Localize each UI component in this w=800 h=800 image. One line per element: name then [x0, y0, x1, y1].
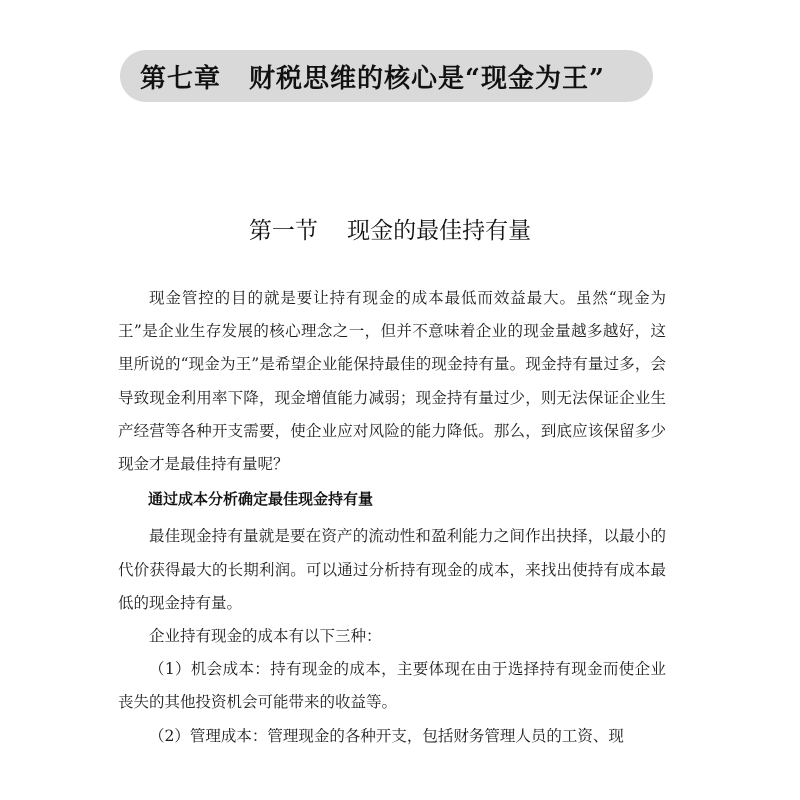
chapter-number: 第七章 — [140, 63, 222, 94]
sub-heading: 通过成本分析确定最佳现金持有量 — [148, 490, 374, 509]
paragraph-definition: 最佳现金持有量就是要在资产的流动性和盈利能力之间作出抉择，以最小的代价获得最大的长期利润。可以通过分析持有现金的成本，来找出使持有成本最低的现金持有量。 — [118, 527, 666, 612]
section-number: 第一节 — [248, 218, 318, 244]
paragraph-intro: 现金管控的目的就是要让持有现金的成本最低而效益最大。虽然“现金为王”是企业生存发展的核心理念之一，但并不意味着企业的现金量越多越好，这里所说的“现金为王”是希望企业能保持最佳的现金持有量。现金持有量过多，会导致现金利用率下降，现金增值能力减弱；现金持有量过少，则无法保证企业生产经营等各种开支需要，使企业应对风险的能力降低。那么，到底应该保留多少现金才是最佳持有量呢？ — [118, 289, 666, 474]
chapter-title: 财税思维的核心是“现金为王” — [249, 63, 605, 94]
chapter-heading-banner — [120, 50, 653, 102]
section-title: 现金的最佳持有量 — [347, 218, 532, 244]
body-text — [118, 282, 666, 753]
section-heading — [0, 212, 780, 245]
list-item-opportunity-cost: （1）机会成本：持有现金的成本，主要体现在由于选择持有现金而使企业丧失的其他投资机会可能带来的收益等。 — [118, 660, 666, 712]
paragraph-cost-types-intro: 企业持有现金的成本有以下三种： — [149, 627, 382, 646]
list-item-management-cost: （2）管理成本：管理现金的各种开支，包括财务管理人员的工资、现 — [149, 726, 624, 745]
